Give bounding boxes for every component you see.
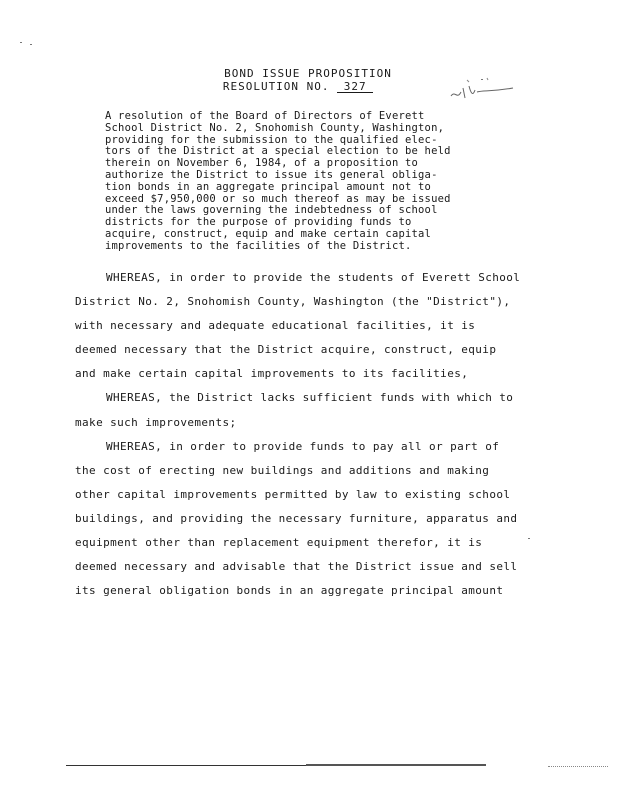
- scan-speck: [20, 42, 22, 43]
- abstract-line: A resolution of the Board of Directors of Everett: [105, 110, 425, 122]
- abstract-line: School District No. 2, Snohomish County, Washington,: [105, 121, 445, 134]
- body-line: WHEREAS, in order to provide the students of Everett School: [106, 271, 521, 284]
- abstract-line: districts for the purpose of providing funds to: [105, 216, 412, 229]
- abstract-line: exceed $7,950,000 or so much thereof as may be issued: [105, 192, 451, 205]
- footer-rule: [66, 765, 306, 766]
- resolution-label: RESOLUTION NO.: [222, 80, 330, 93]
- abstract-line: therein on November 6, 1984, of a proposition to: [105, 157, 419, 170]
- body-line: District No. 2, Snohomish County, Washington (the "District"),: [75, 295, 511, 309]
- body-line: the cost of erecting new buildings and additions and making: [75, 463, 490, 477]
- abstract-line: tion bonds in an aggregate principal amount not to: [105, 180, 432, 193]
- body-line: other capital improvements permitted by law to existing school: [75, 487, 511, 501]
- scan-speck: [30, 44, 32, 45]
- body-line: buildings, and providing the necessary furniture, apparatus and: [75, 511, 518, 525]
- scan-edge-mark: [548, 766, 608, 767]
- scan-speck: [528, 538, 530, 539]
- resolution-body: [75, 266, 545, 603]
- body-line: make such improvements;: [75, 415, 237, 429]
- body-line: with necessary and adequate educational facilities, it is: [75, 319, 476, 333]
- scan-speck: [481, 79, 483, 80]
- body-line: WHEREAS, the District lacks sufficient funds with which to: [106, 391, 514, 405]
- abstract-line: authorize the District to issue its general obliga-: [105, 168, 438, 181]
- footer-rule-heavy: [306, 764, 486, 766]
- body-line: equipment other than replacement equipment therefor, it is: [75, 536, 483, 550]
- abstract-line: tors of the District at a special election to be held: [105, 145, 451, 158]
- abstract-line: providing for the submission to the qualified elec-: [105, 133, 438, 146]
- resolution-heading: [0, 80, 607, 93]
- body-line: its general obligation bonds in an aggregate principal amount: [75, 584, 504, 598]
- body-line: deemed necessary that the District acquire, construct, equip: [75, 343, 497, 357]
- title-line-1: BOND ISSUE PROPOSITION: [224, 67, 392, 80]
- document-title: [0, 67, 617, 80]
- body-line: WHEREAS, in order to provide funds to pay all or part of: [106, 439, 500, 453]
- resolution-abstract: [105, 111, 525, 253]
- resolution-number: 327: [337, 81, 373, 93]
- abstract-line: improvements to the facilities of the District.: [105, 239, 412, 252]
- abstract-line: under the laws governing the indebtedness of school: [105, 204, 438, 217]
- abstract-line: acquire, construct, equip and make certain capital: [105, 227, 432, 240]
- body-line: and make certain capital improvements to its facilities,: [75, 367, 469, 381]
- body-line: deemed necessary and advisable that the District issue and sell: [75, 560, 518, 574]
